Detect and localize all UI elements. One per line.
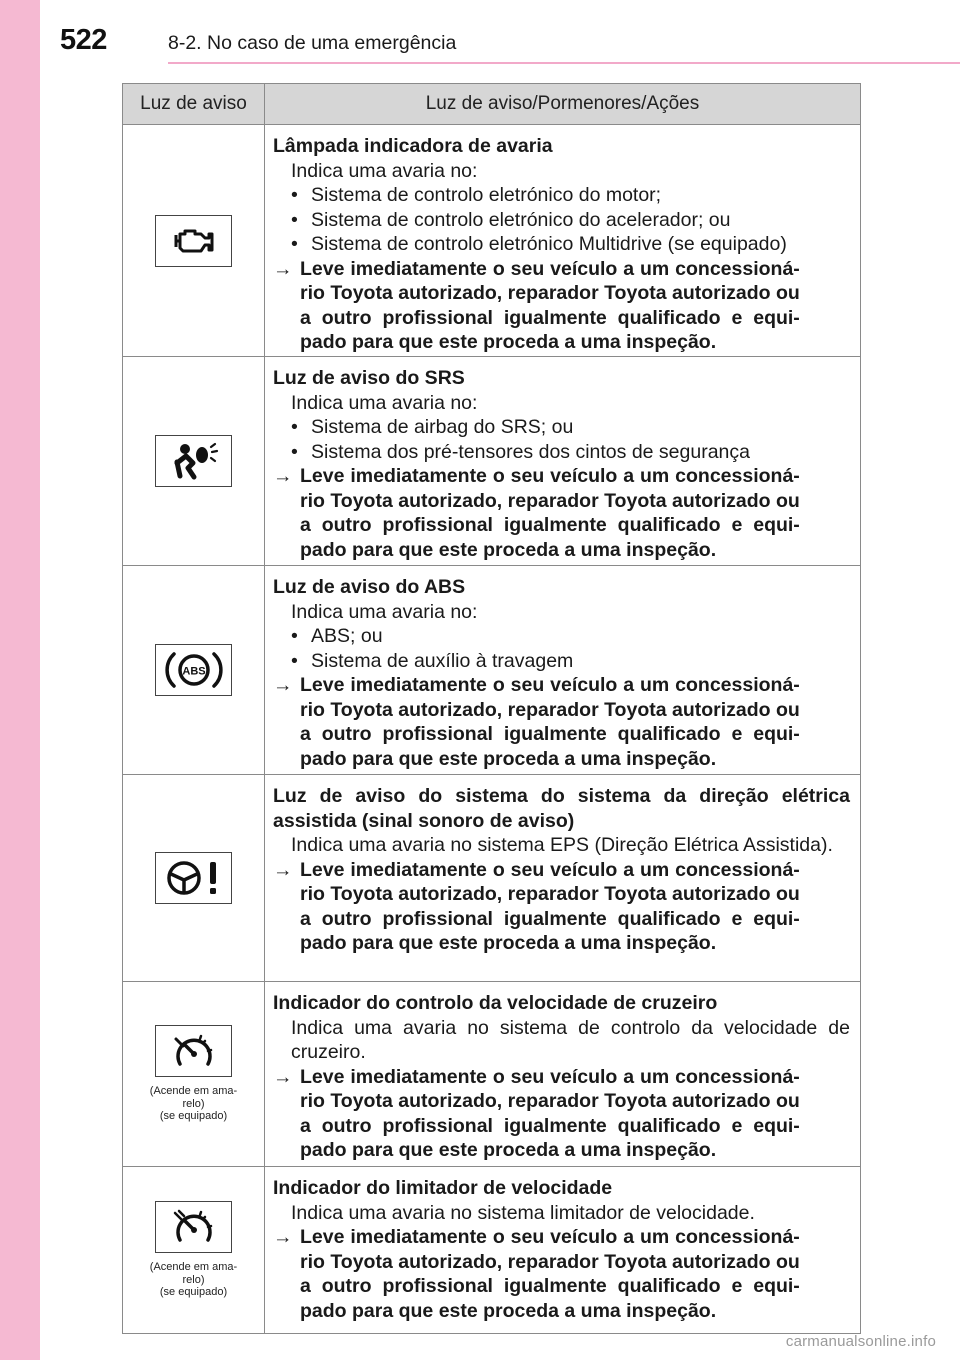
warning-light-cell [123, 357, 265, 565]
bullet-item [273, 440, 850, 465]
warning-light-cell [123, 566, 265, 774]
arrow-icon: → [273, 257, 293, 280]
table-header [123, 84, 860, 125]
bullet-item [273, 649, 850, 674]
watermark: carmanualsonline.info [785, 1333, 936, 1350]
page-edge-tab [0, 0, 40, 1360]
warning-lights-table [122, 83, 861, 1334]
action-line: pado para que este proceda a uma inspeção. [300, 932, 717, 954]
action-line: pado para que este proceda a uma inspeção. [300, 747, 717, 770]
action-text [300, 858, 800, 956]
warning-light-cell [123, 775, 265, 981]
action-text [300, 464, 800, 562]
engine-check-icon [155, 215, 232, 267]
warning-light-cell [123, 1167, 265, 1333]
warning-title: Indicador do limitador de velocidade [273, 1177, 613, 1199]
action-line: Leve imediatamente o seu veículo a um concessioná- [300, 1065, 800, 1088]
bullet-text: Sistema de controlo eletrónico do motor; [311, 184, 662, 206]
details-cell [265, 1167, 860, 1333]
icon-note: (Acende em ama- relo) (se equipado) [149, 1085, 238, 1123]
action-line: pado para que este proceda a uma inspeção. [300, 331, 717, 353]
arrow-icon: → [273, 465, 293, 487]
action-text [300, 673, 800, 771]
warning-title: Luz de aviso do sistema do sistema da direção elétrica assistida (sinal sonoro de aviso) [273, 785, 850, 832]
action-line: rio Toyota autorizado, reparador Toyota autorizado ou [300, 1250, 800, 1273]
warning-description: Indica uma avaria no: [291, 600, 478, 623]
cruise-control-icon [155, 1025, 232, 1077]
bullet-text: Sistema de controlo eletrónico Multidrive (se equipado) [311, 233, 787, 255]
speed-limiter-icon [155, 1201, 232, 1253]
action-text [300, 1225, 800, 1323]
arrow-icon: → [273, 858, 293, 881]
bullet-item [273, 183, 850, 208]
bullet-item [273, 232, 850, 257]
warning-description: Indica uma avaria no sistema de controlo da velocidade de cruzeiro. [291, 1016, 850, 1063]
bullet-dot: • [291, 649, 298, 672]
bullet-item [273, 415, 850, 440]
table-row [123, 982, 860, 1167]
warning-title: Indicador do controlo da velocidade de cruzeiro [273, 992, 718, 1014]
icon-note: (Acende em ama- relo) (se equipado) [149, 1261, 238, 1299]
action-line: Leve imediatamente o seu veículo a um concessioná- [300, 1226, 800, 1248]
action-text [300, 1065, 800, 1163]
details-cell [265, 357, 860, 565]
action-line: rio Toyota autorizado, reparador Toyota autorizado ou [300, 282, 800, 304]
bullet-item [273, 208, 850, 233]
bullet-item [273, 624, 850, 649]
action-line: a outro profissional igualmente qualificado e equi- [300, 907, 800, 930]
action-instruction [273, 673, 850, 771]
column-header-details: Luz de aviso/Pormenores/Ações [425, 93, 700, 114]
action-line: rio Toyota autorizado, reparador Toyota autorizado ou [300, 1090, 800, 1112]
warning-description: Indica uma avaria no: [291, 391, 478, 414]
bullet-text: Sistema de auxílio à travagem [311, 649, 574, 672]
column-header-warning-light: Luz de aviso [123, 84, 265, 124]
bullet-text: Sistema de airbag do SRS; ou [311, 416, 574, 438]
action-line: Leve imediatamente o seu veículo a um concessioná- [300, 465, 800, 487]
action-instruction [273, 1065, 850, 1163]
action-instruction [273, 257, 850, 355]
table-body [123, 125, 860, 1333]
table-row [123, 1167, 860, 1333]
table-row [123, 775, 860, 982]
action-line: rio Toyota autorizado, reparador Toyota autorizado ou [300, 698, 800, 721]
arrow-icon: → [273, 1226, 293, 1248]
section-title: 8-2. No caso de uma emergência [168, 32, 457, 54]
action-line: pado para que este proceda a uma inspeção. [300, 1139, 717, 1161]
action-line: a outro profissional igualmente qualificado e equi- [300, 1114, 800, 1137]
arrow-icon: → [273, 1065, 293, 1088]
bullet-dot: • [291, 625, 298, 647]
bullet-dot: • [291, 416, 298, 438]
header-rule [168, 62, 960, 64]
action-line: pado para que este proceda a uma inspeção. [300, 538, 717, 561]
bullet-dot: • [291, 208, 298, 231]
warning-light-cell [123, 125, 265, 356]
warning-description: Indica uma avaria no sistema limitador de velocidade. [291, 1201, 755, 1224]
action-line: a outro profissional igualmente qualificado e equi- [300, 514, 800, 536]
action-text [300, 257, 800, 355]
arrow-icon: → [273, 674, 293, 696]
table-row [123, 357, 860, 566]
action-line: a outro profissional igualmente qualificado e equi- [300, 1275, 800, 1297]
action-line: a outro profissional igualmente qualificado e equi- [300, 723, 800, 745]
action-instruction [273, 858, 850, 956]
details-cell [265, 125, 860, 356]
details-cell [265, 775, 860, 981]
warning-title: Luz de aviso do ABS [273, 576, 466, 598]
action-line: Leve imediatamente o seu veículo a um concessioná- [300, 858, 800, 881]
svg-text:ABS: ABS [181, 665, 206, 678]
details-cell [265, 566, 860, 774]
page-number: 522 [60, 24, 107, 56]
power-steering-warning-icon [155, 852, 232, 904]
details-cell [265, 982, 860, 1166]
action-line: pado para que este proceda a uma inspeção. [300, 1299, 717, 1322]
action-line: rio Toyota autorizado, reparador Toyota autorizado ou [300, 489, 800, 512]
table-row [123, 566, 860, 775]
bullet-dot: • [291, 184, 298, 206]
abs-icon [155, 644, 232, 696]
warning-title: Luz de aviso do SRS [273, 367, 465, 389]
action-line: a outro profissional igualmente qualificado e equi- [300, 306, 800, 329]
bullet-text: ABS; ou [311, 625, 383, 647]
warning-light-cell [123, 982, 265, 1166]
action-line: Leve imediatamente o seu veículo a um concessioná- [300, 674, 800, 696]
bullet-dot: • [291, 440, 298, 463]
warning-description: Indica uma avaria no sistema EPS (Direção Elétrica Assistida). [291, 834, 833, 856]
action-line: Leve imediatamente o seu veículo a um concessioná- [300, 257, 800, 280]
airbag-srs-icon [155, 435, 232, 487]
warning-description: Indica uma avaria no: [291, 159, 478, 182]
bullet-text: Sistema dos pré-tensores dos cintos de segurança [311, 440, 750, 463]
action-line: rio Toyota autorizado, reparador Toyota autorizado ou [300, 883, 800, 905]
action-instruction [273, 1225, 850, 1323]
bullet-dot: • [291, 233, 298, 255]
warning-title: Lâmpada indicadora de avaria [273, 135, 553, 157]
action-instruction [273, 464, 850, 562]
page-header [0, 0, 960, 70]
table-row [123, 125, 860, 357]
bullet-text: Sistema de controlo eletrónico do acelerador; ou [311, 208, 731, 231]
